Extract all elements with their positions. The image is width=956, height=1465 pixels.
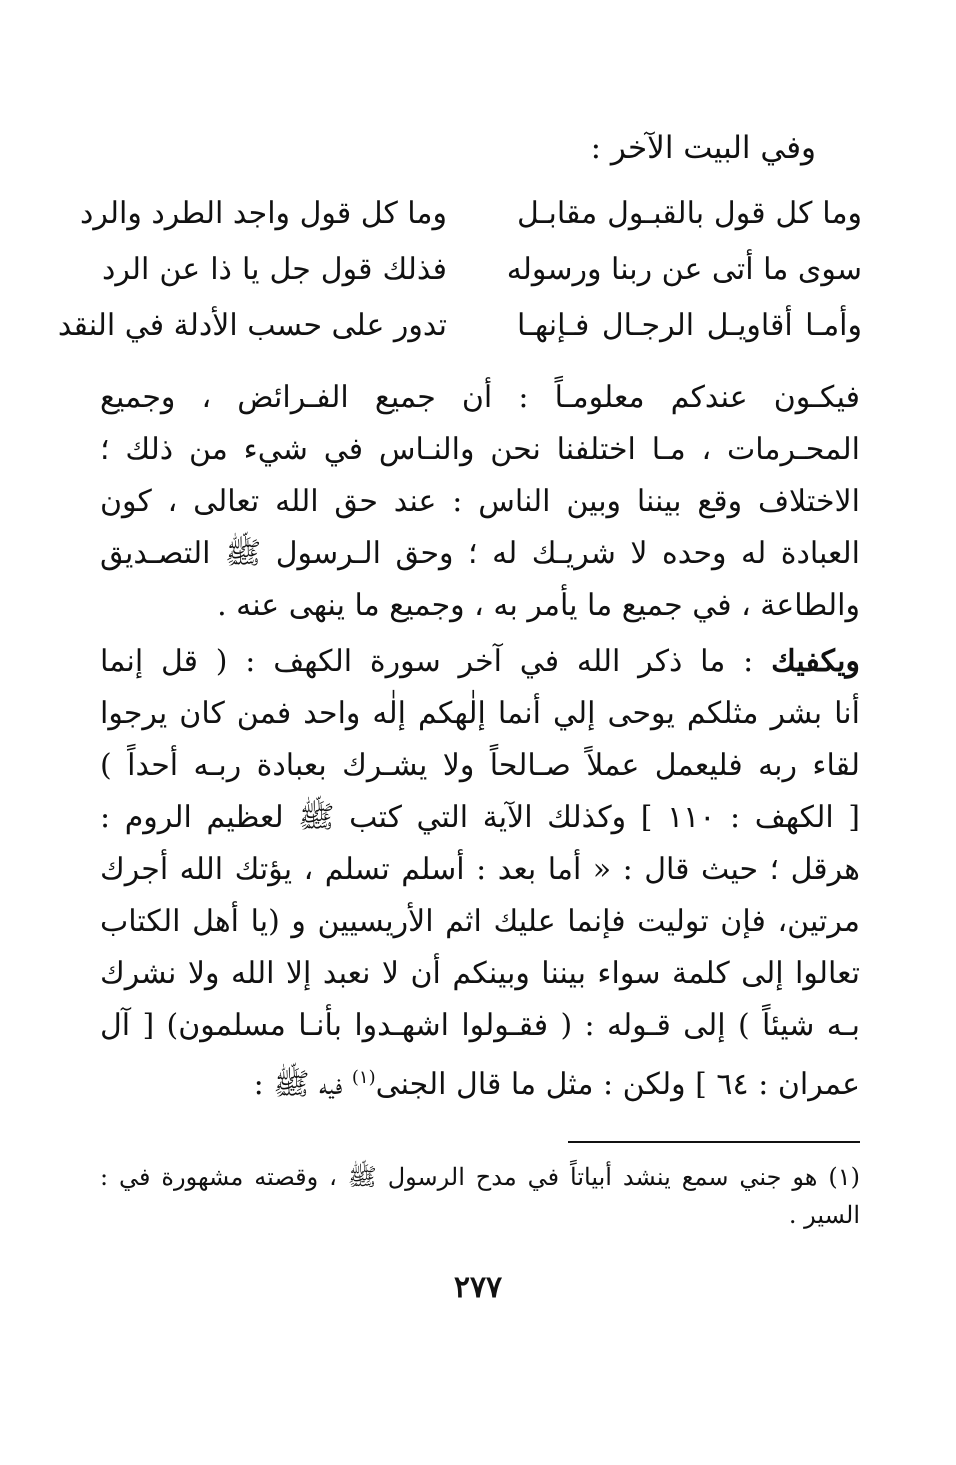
poem xyxy=(57,188,862,356)
paragraph-line: المحـرمات ، مـا اختلفنا نحن والنـاس في شيء من ذلك ؛ xyxy=(100,432,860,467)
paragraph-sufficiency xyxy=(100,636,860,1104)
paragraph-line: بـه شيئاً ) إلى قـوله : ( فقـولوا اشهـدوا بأنـا مسلمون) [ آل xyxy=(100,1008,860,1043)
footnote-separator xyxy=(568,1141,860,1143)
paragraph-line xyxy=(100,1052,860,1104)
verse-second-hemistich: فذلك قول جل يا ذا عن الرد xyxy=(102,252,447,287)
paragraph-lead-word: ويكفيك xyxy=(771,644,860,679)
footnote xyxy=(100,1158,860,1234)
poem-verse xyxy=(79,188,862,244)
paragraph-line: العبادة له وحده لا شريـك له ؛ وحق الـرسول ﷺ التصـديق xyxy=(100,536,860,571)
paragraph-line: أنا بشر مثلكم يوحى إلي أنما إلٰهكم إلٰه واحد فمن كان يرجوا xyxy=(100,696,860,731)
verse-first-hemistich: سوى ما أتى عن ربنا ورسوله xyxy=(506,252,862,287)
verse-intro: وفي البيت الآخر : xyxy=(590,130,816,166)
paragraph-line: والطاعة ، في جميع ما يأمر به ، وجميع ما ينهى عنه . xyxy=(217,588,860,623)
poem-verse xyxy=(102,244,862,300)
verse-second-hemistich: تدور على حسب الأدلة في النقد xyxy=(57,308,447,343)
paragraph-line: هرقل ؛ حيث قال : « أما بعد : أسلم تسلم ، يؤتك الله أجرك xyxy=(100,852,860,887)
paragraph-last-text: عمران : ٦٤ ] ولكن : مثل ما قال الجنى xyxy=(375,1067,860,1102)
paragraph-obligations xyxy=(100,372,860,632)
verse-first-hemistich: وأمـا أقاويـل الرجـال فـإنهـا xyxy=(517,308,862,343)
paragraph-line: الاختلاف وقع بيننا وبين الناس : عند حق الله تعالى ، كون xyxy=(100,484,860,519)
paragraph-last-text-end: فيه ﷺ : xyxy=(253,1067,352,1102)
footnote-line: السير . xyxy=(788,1201,860,1229)
paragraph-line: مرتين، فإن توليت فإنما عليك اثم الأريسيين و (يا أهل الكتاب xyxy=(100,904,860,939)
paragraph-line: فيكـون عندكم معلومـاً : أن جميع الفـرائض ، وجميع xyxy=(100,380,860,415)
paragraph-lead-text: : ما ذكر الله في آخر سورة الكهف : ( قل إنما xyxy=(100,644,772,679)
page-number: ٢٧٧ xyxy=(453,1270,503,1305)
verse-first-hemistich: وما كل قول بالقبـول مقابـل xyxy=(517,196,862,231)
footnote-line: (١) هو جني سمع ينشد أبياتاً في مدح الرسول ﷺ ، وقصته مشهورة في : xyxy=(100,1163,860,1191)
paragraph-line: [ الكهف : ١١٠ ] وكذلك الآية التي كتب ﷺ لعظيم الروم : xyxy=(100,800,860,835)
paragraph-line: لقاء ربه فليعمل عملاً صـالحاً ولا يشـرك بعبادة ربـه أحداً ) xyxy=(100,748,860,783)
poem-verse xyxy=(57,300,862,356)
paragraph-line xyxy=(100,636,860,688)
verse-second-hemistich: وما كل قول واجد الطرد والرد xyxy=(79,196,447,231)
footnote-reference: (١) xyxy=(351,1067,376,1088)
paragraph-line: تعالوا إلى كلمة سواء بيننا وبينكم أن لا نعبد إلا الله ولا نشرك xyxy=(100,956,860,991)
